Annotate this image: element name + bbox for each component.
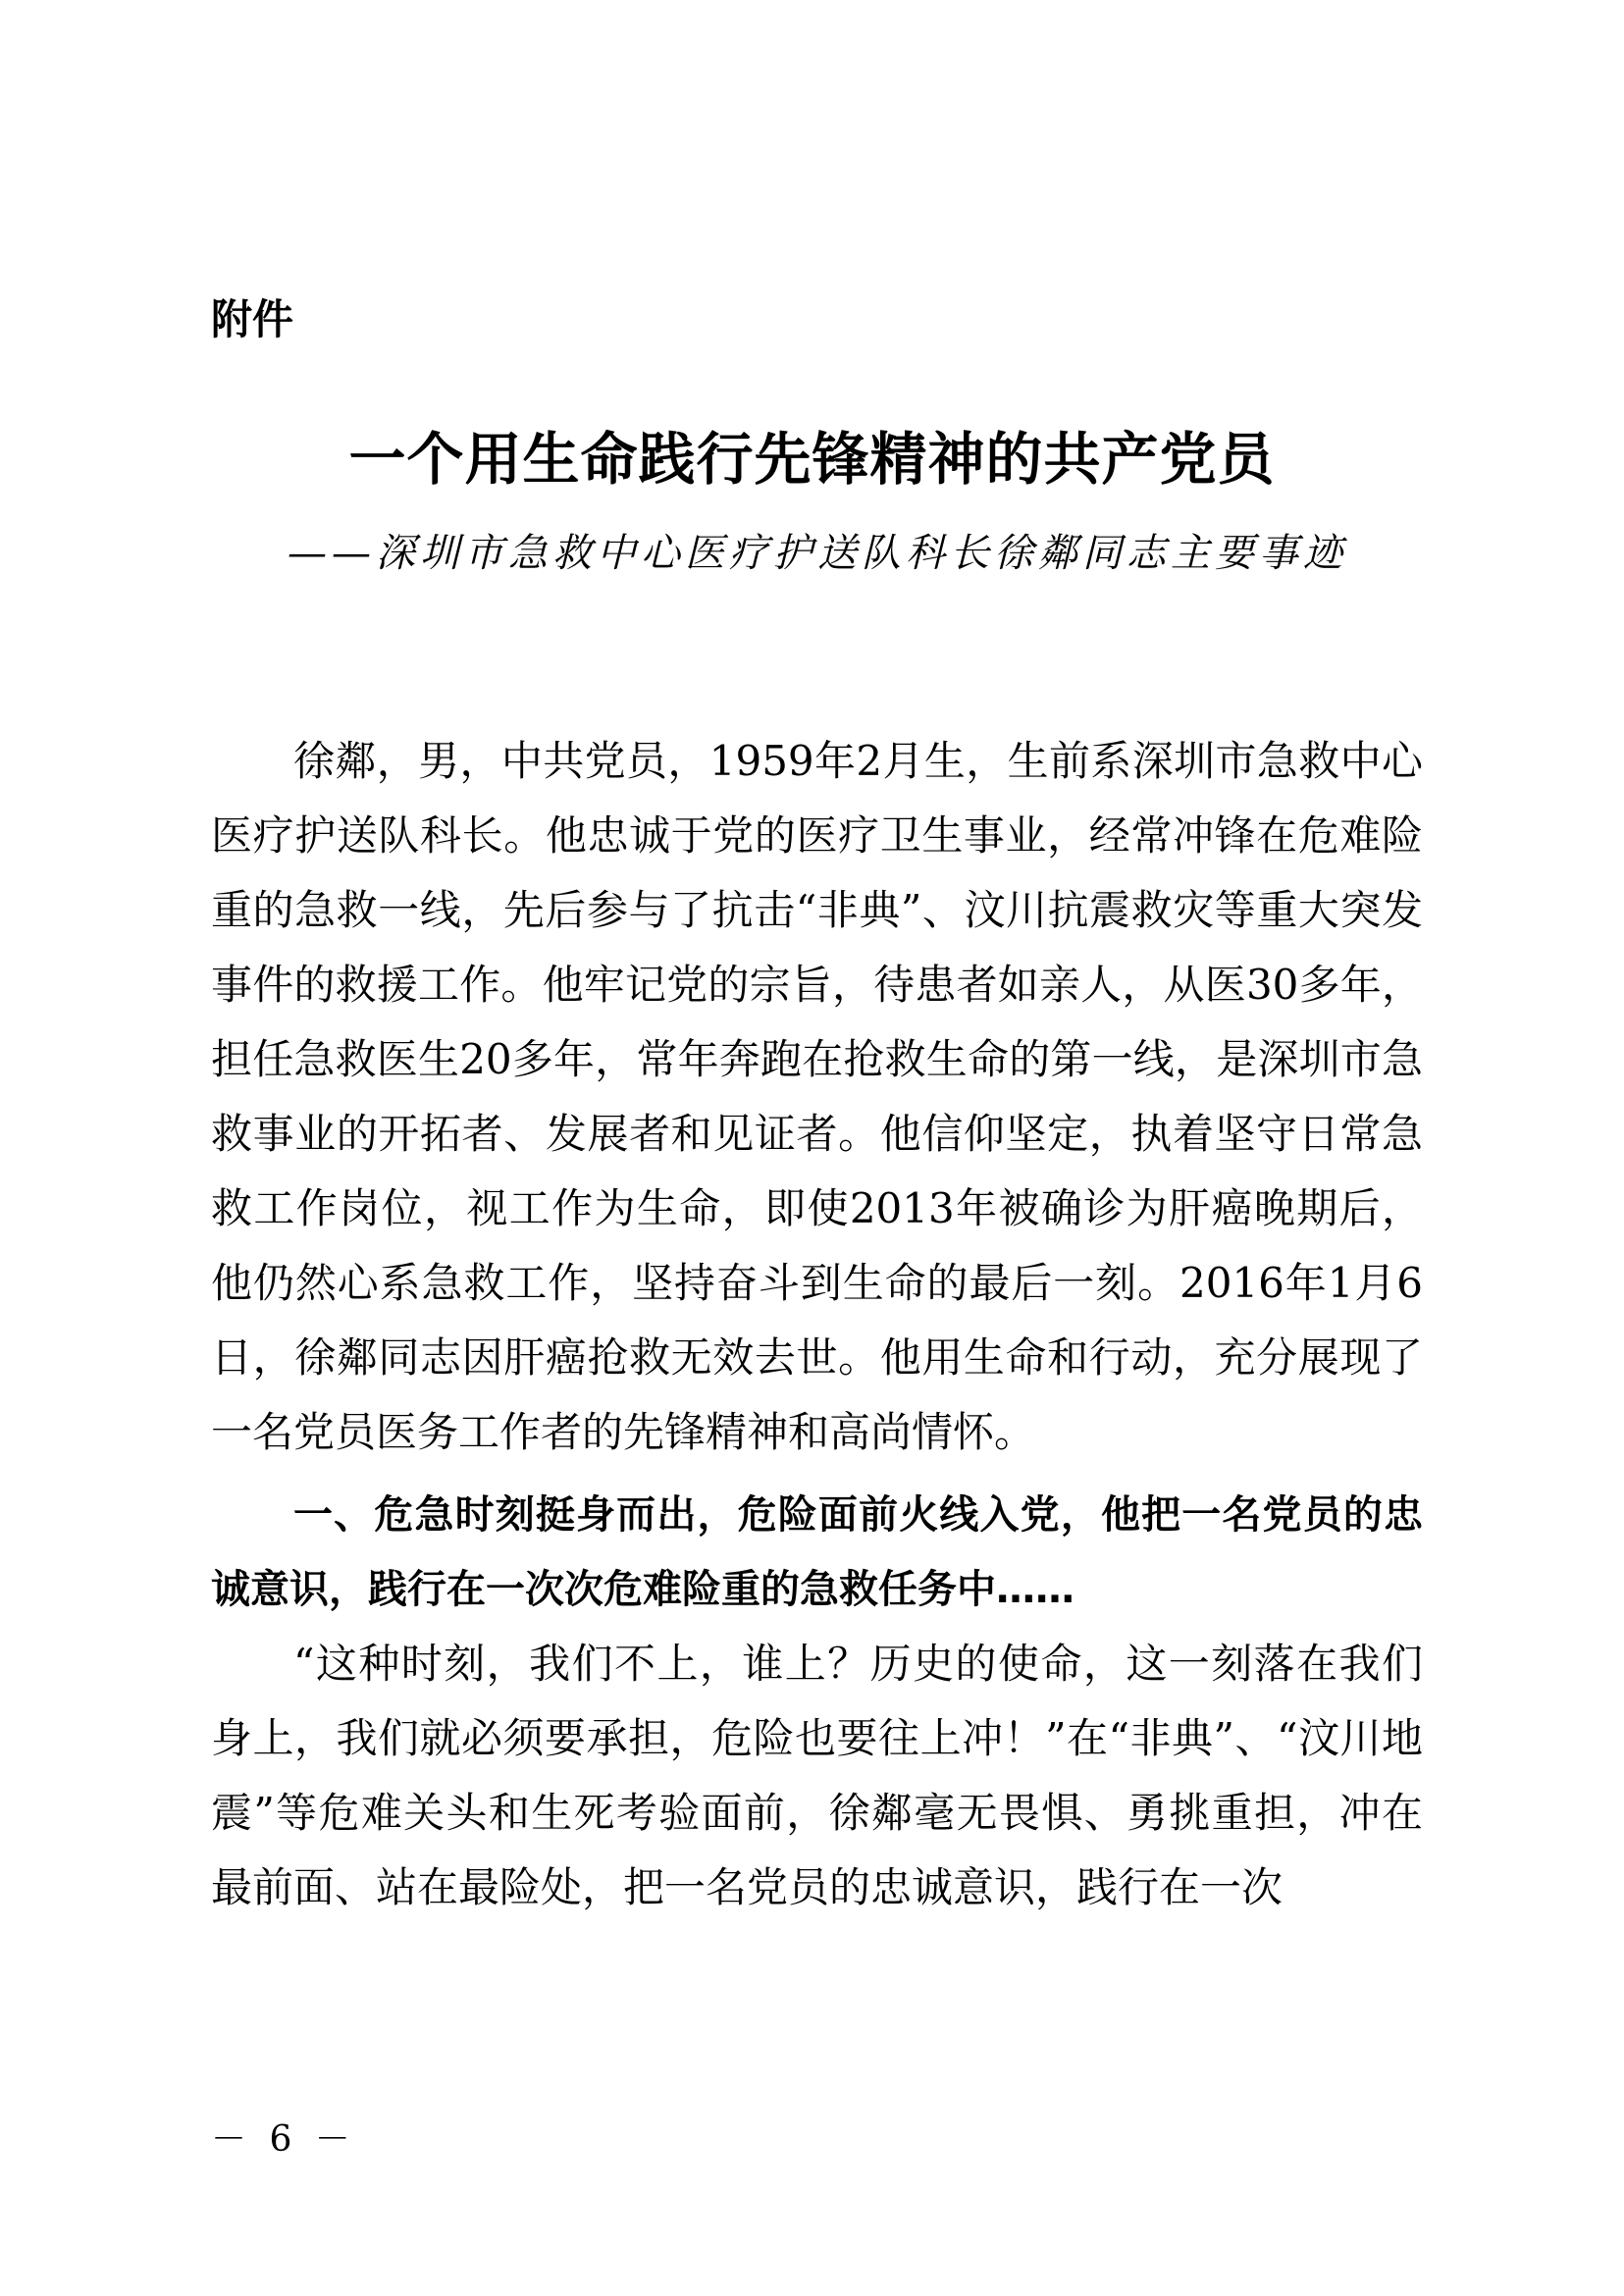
document-title: 一个用生命践行先锋精神的共产党员	[348, 426, 1276, 493]
document-body	[211, 724, 1423, 1925]
section-paragraph: “这种时刻，我们不上，谁上？历史的使命，这一刻落在我们身上，我们就必须要承担，危险也要往上冲！”在“非典”、“汶川地震”等危难关头和生死考验面前，徐鄰毫无畏惧、勇挑重担，冲在最前面、站在最险处，把一名党员的忠诚意识，践行在一次	[211, 1640, 1423, 1911]
attachment-label: 附件	[211, 295, 294, 343]
intro-paragraph: 徐鄰，男，中共党员，1959年2月生，生前系深圳市急救中心医疗护送队科长。他忠诚于党的医疗卫生事业，经常冲锋在危难险重的急救一线，先后参与了抗击“非典”、汶川抗震救灾等重大突发事件的救援工作。他牢记党的宗旨，待患者如亲人，从医30多年，担任急救医生20多年，常年奔跑在抢救生命的第一线，是深圳市急救事业的开拓者、发展者和见证者。他信仰坚定，执着坚守日常急救工作岗位，视工作为生命，即使2013年被确诊为肝癌晚期后，他仍然心系急救工作，坚持奋斗到生命的最后一刻。2016年1月6日，徐鄰同志因肝癌抢救无效去世。他用生命和行动，充分展现了一名党员医务工作者的先锋精神和高尚情怀。	[211, 737, 1423, 1456]
document-subtitle: ——深圳市急救中心医疗护送队科长徐鄰同志主要事迹	[288, 531, 1347, 576]
page-number: － 6 －	[211, 2119, 356, 2160]
section-heading: 一、危急时刻挺身而出，危险面前火线入党，他把一名党员的忠诚意识，践行在一次次危难险重的急救任务中……	[211, 1492, 1423, 1612]
